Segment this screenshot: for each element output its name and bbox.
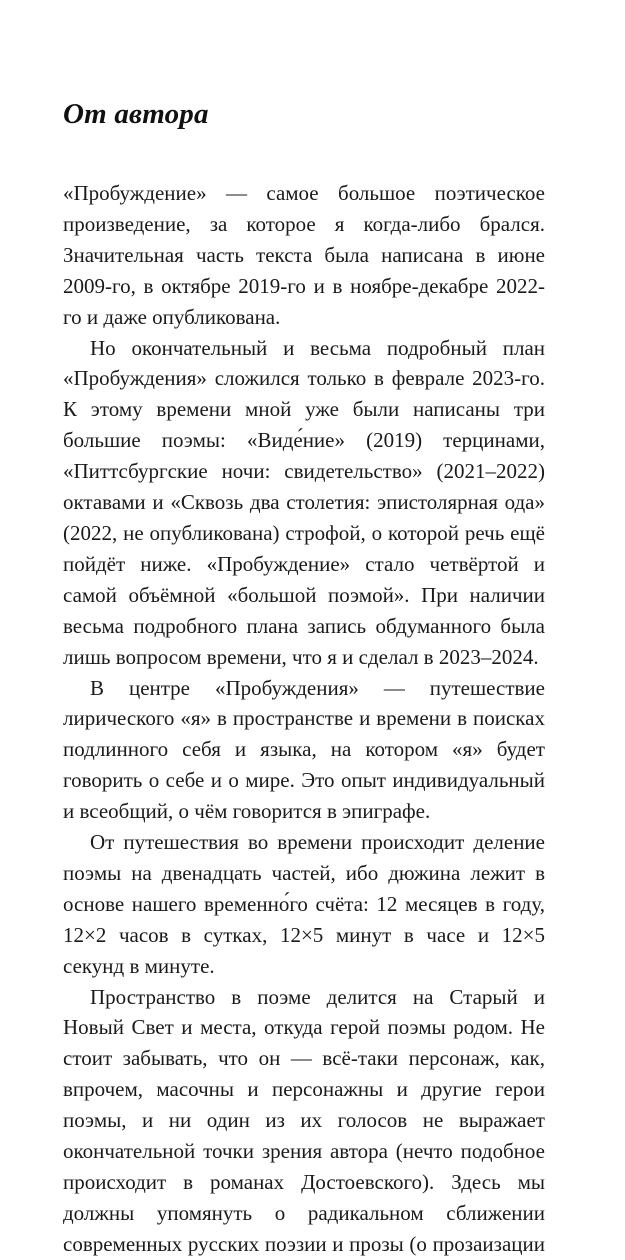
paragraph-4: От путешествия во времени происходит деление поэмы на двенадцать частей, ибо дюжина лежит в основе нашего временно́го счёта: 12 месяцев в году, 12×2 часов в сутках, 12×5 минут в часе и 12×5 секунд в минуте.: [63, 830, 545, 978]
paragraph-1: «Пробуждение» — самое большое поэтическое произведение, за которое я когда-либо брался. Значительная часть текста была написана в июне 2009-го, в октябре 2019-го и в ноябре-декабре 2022-го и даже опубликована.: [63, 181, 545, 329]
body-text: [63, 178, 545, 1260]
chapter-heading: От автора: [63, 98, 209, 130]
paragraph-5: Пространство в поэме делится на Старый и Новый Свет и места, откуда герой поэмы родом. Не стоит забывать, что он — всё-таки персонаж, как, впрочем, масочны и персонажны и другие герои поэмы, и ни один из их голосов не выражает окончательной точки зрения автора (нечто подобное происходит в романах Достоевского). Здесь мы должны упомянуть о радикальном сближении современных русских поэзии и прозы (о прозаизации: [63, 984, 545, 1256]
paragraph-2: Но окончательный и весьма подробный план «Пробуждения» сложился только в феврале 2023-го. К этому времени мной уже были написаны три большие поэмы: «Виде́ние» (2019) терцинами, «Питтсбургские ночи: свидетельство» (2021–2022) октавами и «Сквозь два столетия: эпистолярная ода» (2022, не опубликована) строфой, о которой речь ещё пойдёт ниже. «Пробуждение» стало четвёртой и самой объёмной «большой поэмой». При наличии весьма подробного плана запись обдуманного была лишь вопросом времени, что я и сделал в 2023–2024.: [63, 335, 545, 669]
paragraph-3: В центре «Пробуждения» — путешествие лирического «я» в пространстве и времени в поисках подлинного себя и языка, на котором «я» будет говорить о себе и о мире. Это опыт индивидуальный и всеобщий, о чём говорится в эпиграфе.: [63, 675, 545, 824]
